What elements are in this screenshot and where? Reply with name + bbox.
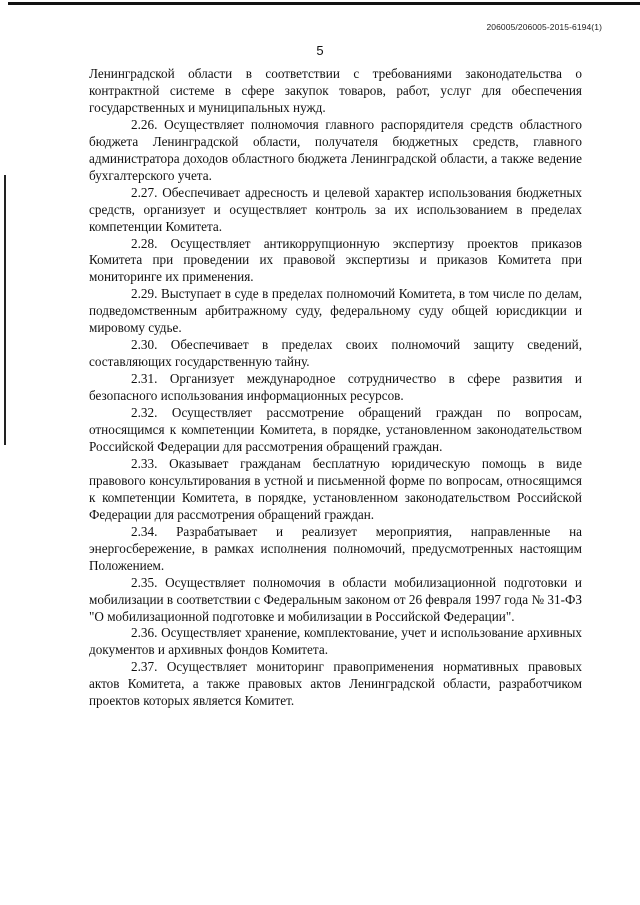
left-margin-scan-line — [4, 175, 6, 445]
paragraph-2-29: 2.29. Выступает в суде в пределах полномочий Комитета, в том числе по делам, подведомственным арбитражному суду, федеральному суду общей юрисдикции и мировому судье. — [89, 286, 582, 336]
paragraph-2-36: 2.36. Осуществляет хранение, комплектование, учет и использование архивных документов и архивных фондов Комитета. — [89, 625, 582, 658]
paragraph-2-37: 2.37. Осуществляет мониторинг правоприменения нормативных правовых актов Комитета, а также правовых актов Ленинградской области, разработчиком проектов которых является Комитет. — [89, 659, 582, 709]
paragraph-2-31: 2.31. Организует международное сотрудничество в сфере развития и безопасного использования информационных ресурсов. — [89, 371, 582, 404]
document-id: 206005/206005-2015-6194(1) — [486, 22, 602, 32]
paragraph-2-35: 2.35. Осуществляет полномочия в области мобилизационной подготовки и мобилизации в соответствии с Федеральным законом от 26 февраля 1997 года № 31-ФЗ "О мобилизационной подготовке и мобилизации в Российской Федерации". — [89, 574, 582, 624]
page-number: 5 — [316, 43, 324, 58]
paragraph-2-27: 2.27. Обеспечивает адресность и целевой характер использования бюджетных средств, организует и осуществляет контроль за их использованием в пределах компетенции Комитета. — [89, 184, 582, 234]
paragraph-2-26: 2.26. Осуществляет полномочия главного распорядителя средств областного бюджета Ленинградской области, получателя бюджетных средств, главного администратора доходов областного бюджета Ленинградской области, а также ведение бухгалтерского учета. — [89, 116, 582, 183]
paragraph-2-34: 2.34. Разрабатывает и реализует мероприятия, направленные на энергосбережение, в рамках исполнения полномочий, предусмотренных настоящим Положением. — [89, 523, 582, 573]
paragraph-2-32: 2.32. Осуществляет рассмотрение обращений граждан по вопросам, относящимся к компетенции Комитета, в порядке, установленном законодательством Российской Федерации для рассмотрения обращений граждан. — [89, 405, 582, 454]
paragraph-2-33: 2.33. Оказывает гражданам бесплатную юридическую помощь в виде правового консультирования в устной и письменной форме по вопросам, относящимся к компетенции Комитета, в порядке, установленном законодательством Российской Федерации для рассмотрения обращений граждан. — [89, 455, 582, 522]
paragraph-continuation: Ленинградской области в соответствии с требованиями законодательства о контрактной системе в сфере закупок товаров, работ, услуг для обеспечения государственных и муниципальных нужд. — [89, 66, 582, 115]
body-text — [89, 66, 582, 710]
paragraph-2-28: 2.28. Осуществляет антикоррупционную экспертизу проектов приказов Комитета при проведении их правовой экспертизы и приказов Комитета при мониторинге их применения. — [89, 235, 582, 285]
top-border-rule — [8, 2, 640, 5]
paragraph-2-30: 2.30. Обеспечивает в пределах своих полномочий защиту сведений, составляющих государственную тайну. — [89, 337, 582, 370]
